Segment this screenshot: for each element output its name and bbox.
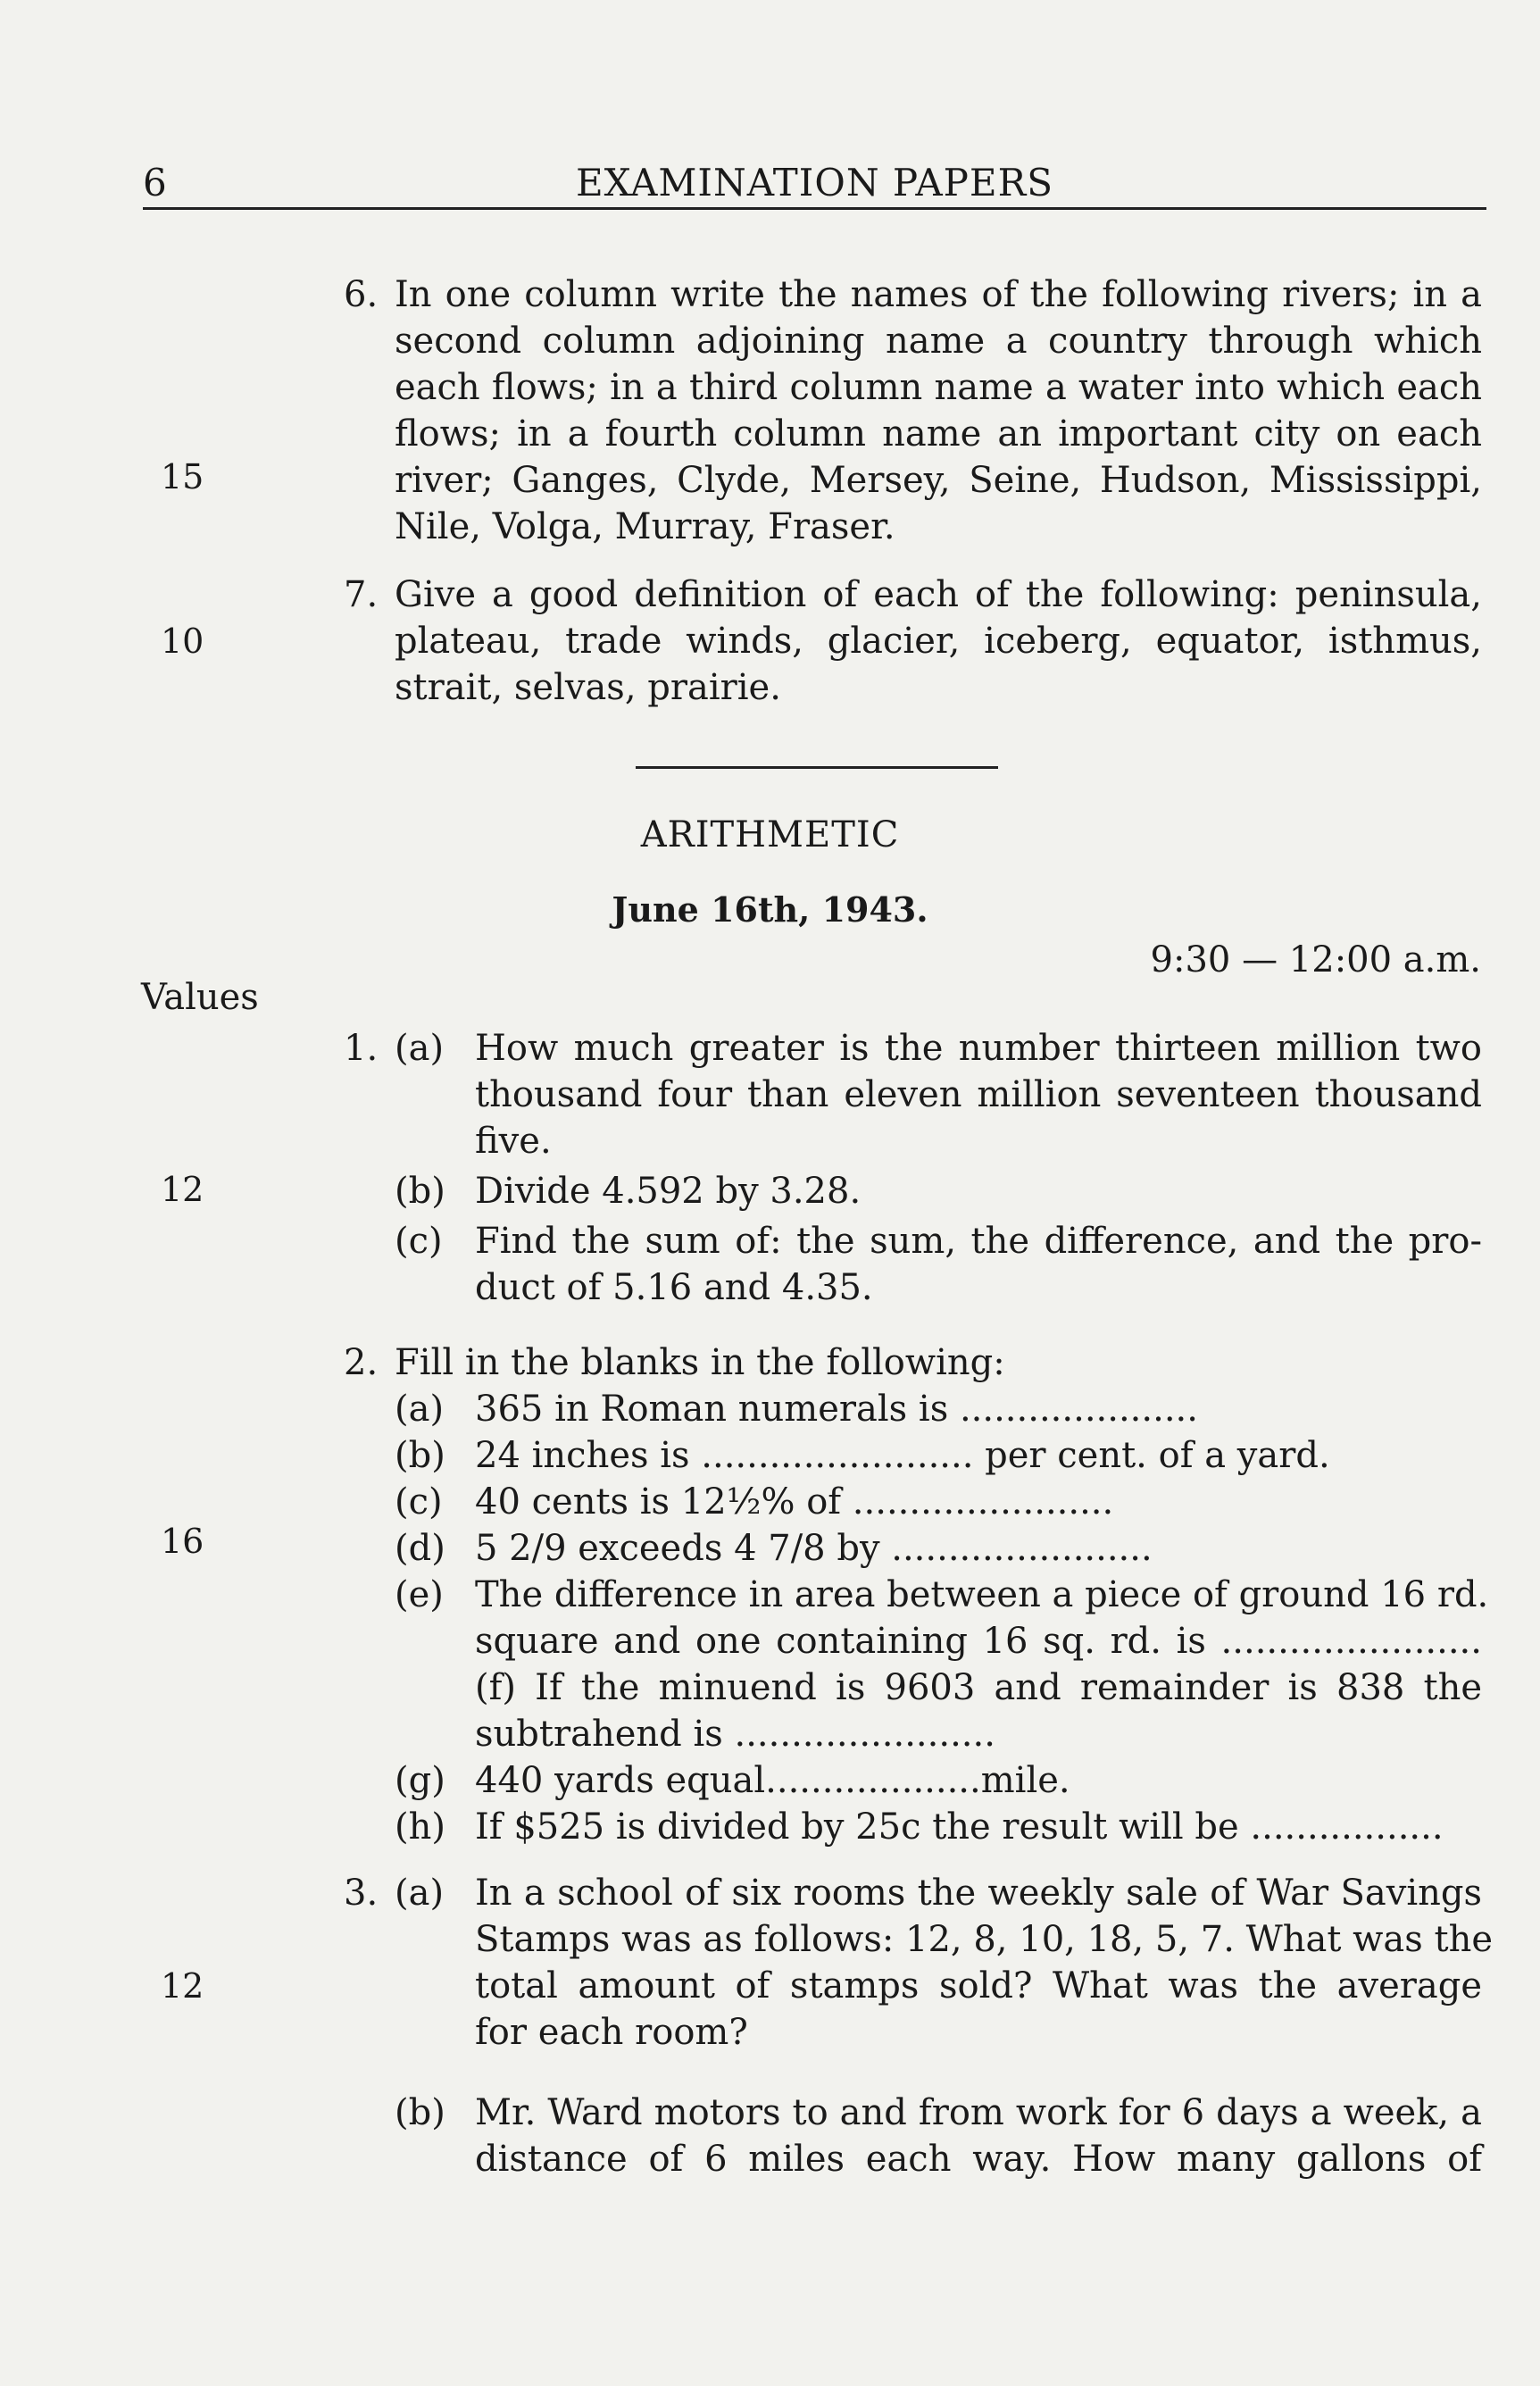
- question-2-number: 2.: [344, 1342, 379, 1383]
- section-title: ARITHMETIC: [640, 814, 900, 855]
- sub-letter: (b): [395, 1171, 445, 1212]
- text-line: river; Ganges, Clyde, Mersey, Seine, Hudson, Mississippi,: [395, 460, 1482, 501]
- sub-letter: (g): [395, 1760, 445, 1801]
- text-line: In one column write the names of the following rivers; in a: [395, 274, 1482, 315]
- text-line: In a school of six rooms the weekly sale of War Savings: [475, 1873, 1482, 1914]
- text-line: subtrahend is .......................: [475, 1714, 995, 1755]
- question-1-number: 1.: [344, 1028, 379, 1069]
- text-line: Divide 4.592 by 3.28.: [475, 1171, 862, 1212]
- question-2e-text: [475, 1572, 1489, 1664]
- text-line: total amount of stamps sold? What was the average: [475, 1965, 1482, 2006]
- question-2g-text: [475, 1757, 1482, 1804]
- sub-letter: (a): [395, 1389, 445, 1430]
- text-line: The difference in area between a piece of ground 16 rd.: [475, 1574, 1489, 1615]
- sub-letter: (a): [395, 1873, 445, 1914]
- sub-letter: (a): [395, 1028, 445, 1069]
- page-number: 6: [143, 161, 167, 204]
- question-2-value: 16: [161, 1522, 204, 1561]
- text-line: strait, selvas, prairie.: [395, 667, 781, 708]
- exam-time: 9:30 — 12:00 a.m.: [1150, 939, 1481, 980]
- exam-date: June 16th, 1943.: [612, 889, 928, 930]
- question-2h-text: [475, 1804, 1482, 1850]
- section-divider: [636, 766, 998, 769]
- text-line: 24 inches is ........................ per cent. of a yard.: [475, 1435, 1330, 1476]
- text-line: 440 yards equal...................mile.: [475, 1760, 1070, 1801]
- question-1c-text: [475, 1218, 1482, 1311]
- question-3b-text: [475, 2090, 1482, 2182]
- text-line: flows; in a fourth column name an important city on each: [395, 413, 1482, 455]
- question-1b-text: [475, 1168, 1482, 1214]
- text-line: distance of 6 miles each way. How many gallons of: [475, 2139, 1482, 2180]
- question-6-text: [395, 271, 1482, 550]
- sub-letter: (c): [395, 1481, 443, 1523]
- sub-letter: (d): [395, 1528, 445, 1569]
- text-line: Fill in the blanks in the following:: [395, 1342, 1005, 1383]
- question-7-value: 10: [161, 622, 204, 661]
- question-6-number: 6.: [344, 274, 379, 315]
- text-line: 40 cents is 12½% of .......................: [475, 1481, 1114, 1523]
- text-line: square and one containing 16 sq. rd. is .......................: [475, 1621, 1482, 1662]
- text-line: thousand four than eleven million seventeen thousand: [475, 1074, 1482, 1115]
- text-line: 365 in Roman numerals is .....................: [475, 1389, 1198, 1430]
- question-3-number: 3.: [344, 1873, 379, 1914]
- question-1a-text: [475, 1025, 1482, 1164]
- text-line: duct of 5.16 and 4.35.: [475, 1267, 873, 1308]
- sub-letter: (c): [395, 1221, 443, 1262]
- page-header: [143, 157, 1486, 210]
- question-6-value: 15: [161, 457, 204, 496]
- question-2f-text: [475, 1664, 1482, 1757]
- text-line: second column adjoining name a country through which: [395, 321, 1482, 362]
- sub-letter: (b): [395, 2092, 445, 2133]
- sub-letter: (e): [395, 1574, 444, 1615]
- question-2d-text: [475, 1525, 1482, 1572]
- text-line: Mr. Ward motors to and from work for 6 days a week, a: [475, 2092, 1482, 2133]
- question-2c-text: [475, 1479, 1482, 1525]
- question-7-number: 7.: [344, 574, 379, 615]
- question-3-value: 12: [161, 1966, 204, 2006]
- text-line: Stamps was as follows: 12, 8, 10, 18, 5, 7. What was the: [475, 1919, 1493, 1960]
- text-line: 5 2/9 exceeds 4 7/8 by .......................: [475, 1528, 1153, 1569]
- text-line: each flows; in a third column name a water into which each: [395, 367, 1482, 408]
- running-title: EXAMINATION PAPERS: [576, 161, 1053, 204]
- question-2-intro: [395, 1339, 1482, 1386]
- text-line: five.: [475, 1121, 552, 1162]
- text-line: Nile, Volga, Murray, Fraser.: [395, 506, 895, 547]
- sub-letter: (b): [395, 1435, 445, 1476]
- text-line: (f) If the minuend is 9603 and remainder is 838 the: [475, 1667, 1482, 1708]
- text-line: Give a good definition of each of the following: peninsula,: [395, 574, 1482, 615]
- text-line: How much greater is the number thirteen million two: [475, 1028, 1482, 1069]
- text-line: Find the sum of: the sum, the difference, and the pro-: [475, 1221, 1482, 1262]
- question-7-text: [395, 571, 1482, 711]
- question-2a-text: [475, 1386, 1482, 1432]
- values-column-label: Values: [141, 977, 259, 1018]
- question-2b-text: [475, 1432, 1482, 1479]
- question-3a-text: [475, 1870, 1493, 2056]
- sub-letter: (h): [395, 1806, 445, 1848]
- text-line: plateau, trade winds, glacier, iceberg, equator, isthmus,: [395, 621, 1482, 662]
- text-line: for each room?: [475, 2012, 748, 2053]
- question-1-value: 12: [161, 1170, 204, 1209]
- text-line: If $525 is divided by 25c the result will be .................: [475, 1806, 1444, 1848]
